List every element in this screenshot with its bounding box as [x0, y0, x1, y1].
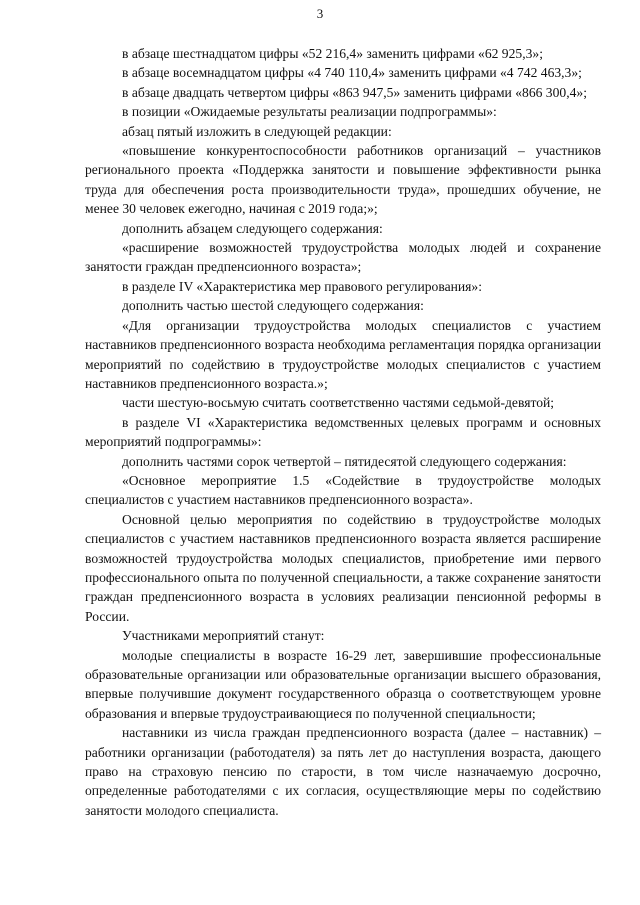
- paragraph-17: Участниками мероприятий станут:: [122, 628, 325, 644]
- paragraph-5: абзац пятый изложить в следующей редакции:: [122, 123, 392, 139]
- paragraph-18: молодые специалисты в возрасте 16-29 лет, завершившие профессиональные образовательные организации или образовательные организации высшего образования, впервые получившие документ государственного образца о соответствующем уровне образования и впервые трудоустраивающиеся по полученной специальности;: [85, 647, 601, 721]
- paragraph-6: «повышение конкурентоспособности работников организаций – участников регионального проекта «Поддержка занятости и повышение эффективности рынка труда для обеспечения роста производительности труда», прошедших обучение, не менее 30 человек ежегодно, начиная с 2019 года;»;: [85, 143, 601, 217]
- document-body: [85, 44, 601, 820]
- paragraph-10: дополнить частью шестой следующего содержания:: [122, 298, 424, 314]
- paragraph-11: «Для организации трудоустройства молодых специалистов с участием наставников предпенсионного возраста необходима регламентация порядка организации мероприятий по содействию в трудоустройстве молодых специалистов с участием наставников предпенсионного возраста.»;: [85, 317, 601, 391]
- paragraph-16: Основной целью мероприятия по содействию в трудоустройстве молодых специалистов с участием наставников предпенсионного возраста является расширение возможностей трудоустройства молодых специалистов, приобретение ими первого профессионального опыта по полученной специальности, а также сохранение занятости граждан предпенсионного возраста в условиях реализации пенсионной реформы в России.: [85, 511, 601, 624]
- paragraph-1: в абзаце шестнадцатом цифры «52 216,4» заменить цифрами «62 925,3»;: [122, 46, 543, 61]
- paragraph-14: дополнить частями сорок четвертой – пятидесятой следующего содержания:: [122, 453, 567, 469]
- paragraph-2: в абзаце восемнадцатом цифры «4 740 110,4» заменить цифрами «4 742 463,3»;: [122, 65, 582, 81]
- paragraph-7: дополнить абзацем следующего содержания:: [122, 220, 383, 236]
- paragraph-15: «Основное мероприятие 1.5 «Содействие в трудоустройстве молодых специалистов с участием наставников предпенсионного возраста».: [85, 472, 601, 508]
- paragraph-12: части шестую-восьмую считать соответственно частями седьмой-девятой;: [122, 395, 555, 411]
- page-number: 3: [316, 6, 324, 21]
- paragraph-3: в абзаце двадцать четвертом цифры «863 947,5» заменить цифрами «866 300,4»;: [122, 84, 587, 100]
- paragraph-8: «расширение возможностей трудоустройства молодых людей и сохранение занятости граждан предпенсионного возраста»;: [85, 240, 601, 275]
- paragraph-13: в разделе VI «Характеристика ведомственных целевых программ и основных мероприятий подпрограммы»:: [85, 414, 601, 450]
- paragraph-4: в позиции «Ожидаемые результаты реализации подпрограммы»:: [122, 104, 497, 120]
- paragraph-9: в разделе IV «Характеристика мер правового регулирования»:: [122, 278, 482, 294]
- paragraph-19: наставники из числа граждан предпенсионного возраста (далее – наставник) – работники организации (работодателя) за пять лет до наступления возраста, дающего право на страховую пенсию по старости, в том числе назначаемую досрочно, определенные работодателями с их согласия, осуществляющие меры по содействию занятости молодого специалиста.: [85, 725, 601, 818]
